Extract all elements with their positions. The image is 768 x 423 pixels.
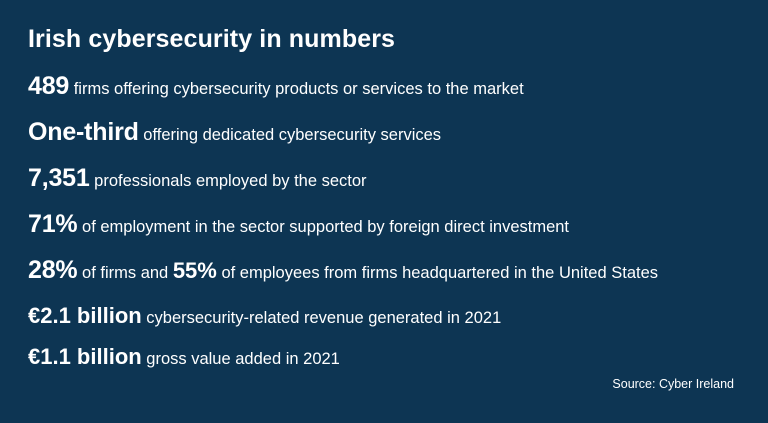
stat-row-us-headquartered: [28, 254, 740, 286]
page-title: Irish cybersecurity in numbers: [28, 25, 396, 53]
stat-row-firms: [28, 70, 740, 102]
stat-value: 7,351: [28, 163, 90, 192]
stat-value-secondary: 55%: [172, 257, 217, 283]
stat-label: professionals employed by the sector: [89, 171, 367, 190]
stat-row-dedicated-services: [28, 116, 740, 148]
stat-label-secondary: of employees from firms headquartered in the United States: [216, 263, 659, 282]
stat-value: 489: [28, 71, 70, 100]
stat-row-revenue: [28, 302, 740, 330]
stat-label: of employment in the sector supported by foreign direct investment: [77, 217, 570, 236]
stat-row-fdi-employment: [28, 208, 740, 240]
stat-value: €2.1 billion: [28, 302, 142, 328]
stat-value: 71%: [28, 209, 78, 238]
stat-label: cybersecurity-related revenue generated in 2021: [141, 308, 502, 327]
stat-label: firms offering cybersecurity products or services to the market: [69, 79, 524, 98]
stat-row-professionals: [28, 162, 740, 194]
stat-label: offering dedicated cybersecurity services: [138, 125, 442, 144]
stat-row-gross-value-added: [28, 343, 740, 371]
stat-label: gross value added in 2021: [141, 349, 340, 368]
stat-label: of firms and: [77, 263, 173, 282]
source-credit: Source: Cyber Ireland: [612, 377, 734, 391]
stat-value: One-third: [28, 117, 139, 146]
stat-value: €1.1 billion: [28, 343, 142, 369]
stat-value: 28%: [28, 255, 78, 284]
